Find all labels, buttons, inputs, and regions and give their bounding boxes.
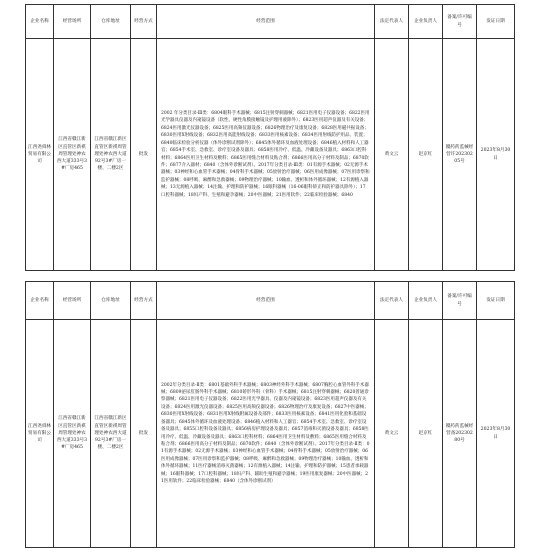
header-warehouse: 仓库地址 <box>91 282 131 320</box>
header-legal: 法定代表人 <box>375 5 409 39</box>
header-record: 备案/许可编号 <box>443 282 477 320</box>
cell-scope: 2002 年分类目录-Ⅲ类：6804眼科手术器械；6815注射穿刺器械；6821医用电子仪器设备；6822医用光学器具仪器及内窥镜设备（软性、硬性角膜接触镜及护理用液除外）；6823医用超声仪器及有关设备；6824医用激光仪器设备；6825医用高频仪器设备；6826物理治疗及康复设备；6828医用磁共振设备；6830医用X射线设备；6832医用高能射线设备；6833医用核素设备；6834医用射线防护用品、装置；6840临床检验分析仪器（体外诊断试剂除外）；6845体外循环及血液处理设备；6846植入材料和人工器官；6854手术室、急救室、诊疗室设备及器具；6858医用冷疗、低温、冷藏设备及器具；6863口腔科材料；6864医用卫生材料及敷料；6865医用缝合材料及粘合剂；6866医用高分子材料及制品；6870软件；6877介入器材；6840（含体外诊断试剂）。2017年分类目录-Ⅲ类：01有源手术器械；02无源手术器械；03神经和心血管手术器械；04骨科手术器械；05放射治疗器械；06医用成像器械；07医用诊察和监护器械；08呼吸、麻醉和急救器械；09物理治疗器械；10输血、透析和体外循环器械；12有源植入器械；13无源植入器械；14注输、护理和防护器械；16眼科器械（16-06眼科矫正和防护器具除外）；17口腔科器械；18妇产科、生殖和避孕器械；20中医器械；21医用软件；22临床检验器械；6840 <box>157 39 375 271</box>
header-mode: 经营方式 <box>131 282 157 320</box>
header-warehouse: 仓库地址 <box>91 5 131 39</box>
header-address: 经营场所 <box>54 282 91 320</box>
header-scope: 经营范围 <box>157 282 375 320</box>
header-mode: 经营方式 <box>131 5 157 39</box>
cell-charge: 赵京红 <box>409 320 443 548</box>
cell-mode: 批发 <box>131 320 157 548</box>
cell-name: 江西尧舜林贸易有限公司 <box>26 39 54 271</box>
header-row <box>26 5 515 39</box>
cell-record: 赣药药监械经营备20230280号 <box>443 320 477 548</box>
cell-warehouse: 江西省赣江新区直管区新祺周管理处神农西大道92号3#厂房一楼、二楼2区 <box>91 39 131 271</box>
cell-warehouse: 江西省赣江新区直管区新祺周管理处神农西大道92号3#厂房一楼、二楼2区 <box>91 320 131 548</box>
header-legal: 法定代表人 <box>375 282 409 320</box>
header-date: 发证日期 <box>477 5 515 39</box>
cell-record: 赣药药监械经营许20230205号 <box>443 39 477 271</box>
header-charge: 企业负责人 <box>409 5 443 39</box>
cell-legal: 黄文云 <box>375 320 409 548</box>
header-name: 企业名称 <box>26 5 54 39</box>
header-row <box>26 282 515 320</box>
header-address: 经营场所 <box>54 5 91 39</box>
license-table-2 <box>25 281 515 548</box>
header-charge: 企业负责人 <box>409 282 443 320</box>
cell-charge: 赵京红 <box>409 39 443 271</box>
table-row <box>26 320 515 548</box>
cell-scope: 2002年分类目录-Ⅱ类：6801基础外科手术器械；6803神经外科手术器械；6807胸腔心血管外科手术器械；6809泌尿肛肠外科手术器械；6810矫形外科（骨科）手术器械；6815注射穿刺器械；6820普通诊察器械；6821医用电子仪器设备；6822医用光学器具、仪器及内窥镜设备；6823医用超声仪器及有关设备；6824医用激光仪器设备；6825医用高频仪器设备；6826物理治疗及康复设备；6827中医器械；6830医用X射线设备；6831医用X射线附属设备及部件；6833医用核素设备；6841医用化验和基础设备器具；6845体外循环及血液处理设备；6846植入材料和人工器官；6854手术室、急救室、诊疗室设备及器具；6855口腔科设备及器具；6856病房护理设备及器具；6857消毒和灭菌设备及器具；6858医用冷疗、低温、冷藏设备及器具；6863口腔科材料；6864医用卫生材料及敷料；6865医用缝合材料及粘合剂；6866医用高分子材料及制品；6870软件；6840（含体外诊断试剂）。2017年分类目录-Ⅱ类：01有源手术器械；02无源手术器械；03神经和心血管手术器械；04骨科手术器械；05放射治疗器械；06医用成像器械；07医用诊察和监护器械；08呼吸、麻醉和急救器械；09物理治疗器械；10输血、透析和体外循环器械；11医疗器械消毒灭菌器械；12有源植入器械；14注输、护理和防护器械；15患者承载器械；16眼科器械；17口腔科器械；18妇产科、辅助生殖和避孕器械；19医用康复器械；20中医器械；21医用软件；22临床检验器械；6840（含体外诊断试剂） <box>157 320 375 548</box>
table-row <box>26 39 515 271</box>
cell-legal: 黄文云 <box>375 39 409 271</box>
cell-mode: 批发 <box>131 39 157 271</box>
license-table-1 <box>25 4 515 271</box>
cell-date: 2023年8月30日 <box>477 39 515 271</box>
header-scope: 经营范围 <box>157 5 375 39</box>
header-record: 备案/许可编号 <box>443 5 477 39</box>
header-date: 发证日期 <box>477 282 515 320</box>
cell-address: 江西省赣江新区直管区新祺周管理处神农西大道333号3#厂房465 <box>54 39 91 271</box>
header-name: 企业名称 <box>26 282 54 320</box>
cell-name: 江西尧舜林贸易有限公司 <box>26 320 54 548</box>
cell-address: 江西省赣江新区直管区新祺周管理处神农西大道333号3#厂房465 <box>54 320 91 548</box>
cell-date: 2023年8月30日 <box>477 320 515 548</box>
